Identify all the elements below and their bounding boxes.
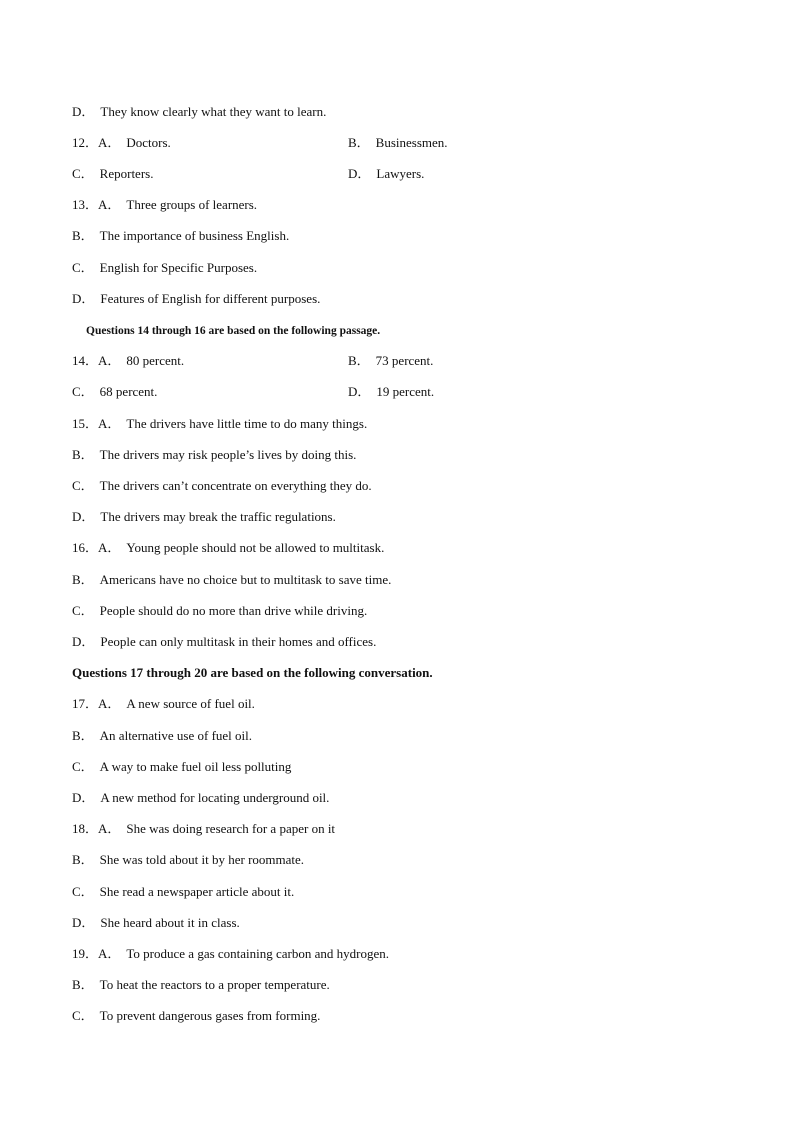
option-line: B． She was told about it by her roommate. (72, 852, 305, 867)
option-line: D． A new method for locating underground oil. (72, 790, 330, 805)
option-line: B． An alternative use of fuel oil. (72, 728, 253, 743)
option-line: D． Features of English for different purposes. (72, 291, 321, 306)
option-line: C． Reporters. D． Lawyers. (72, 166, 425, 181)
option-line: 14．A． 80 percent. B． 73 percent. (72, 353, 434, 368)
option-line: 17．A． A new source of fuel oil. (72, 696, 255, 711)
section-heading: Questions 14 through 16 are based on the following passage. (86, 325, 381, 337)
option-line: B． The importance of business English. (72, 228, 290, 243)
option-line: C． English for Specific Purposes. (72, 260, 258, 275)
option-line: D． They know clearly what they want to learn. (72, 104, 327, 119)
option-line: C． She read a newspaper article about it. (72, 884, 295, 899)
section-heading: Questions 17 through 20 are based on the following conversation. (72, 665, 433, 680)
option-line: D． People can only multitask in their homes and offices. (72, 634, 377, 649)
option-line: C． To prevent dangerous gases from forming. (72, 1008, 321, 1023)
option-line: 15．A． The drivers have little time to do many things. (72, 416, 368, 431)
option-line: 13．A． Three groups of learners. (72, 197, 258, 212)
option-line: C． People should do no more than drive while driving. (72, 603, 368, 618)
option-line: B． Americans have no choice but to multitask to save time. (72, 572, 392, 587)
option-line: 19．A． To produce a gas containing carbon and hydrogen. (72, 946, 390, 961)
option-line: C． The drivers can’t concentrate on everything they do. (72, 478, 372, 493)
option-line: B． To heat the reactors to a proper temperature. (72, 977, 330, 992)
option-line: C． A way to make fuel oil less polluting (72, 759, 292, 774)
option-line: D． The drivers may break the traffic regulations. (72, 509, 336, 524)
option-line: D． She heard about it in class. (72, 915, 240, 930)
option-line: B． The drivers may risk people’s lives by doing this. (72, 447, 357, 462)
option-line: C． 68 percent. D． 19 percent. (72, 384, 435, 399)
option-line: 18．A． She was doing research for a paper on it (72, 821, 336, 836)
option-line: 16．A． Young people should not be allowed to multitask. (72, 540, 385, 555)
option-line: 12．A． Doctors. B． Businessmen. (72, 135, 448, 150)
